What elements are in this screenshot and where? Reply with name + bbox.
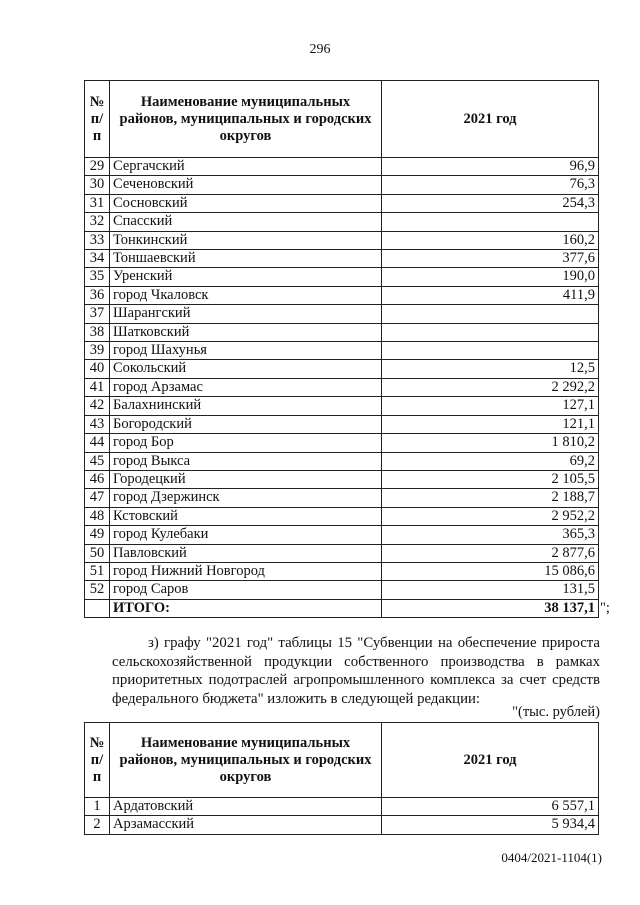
year-value: 1 810,2 [382,434,599,452]
table-row [85,816,599,834]
district-name: Шарангский [110,305,382,323]
row-number: 42 [85,397,110,415]
year-value: 127,1 [382,397,599,415]
table-row [85,798,599,816]
district-name: Спасский [110,213,382,231]
row-number: 34 [85,250,110,268]
row-number: 46 [85,470,110,488]
district-name: Арзамасский [110,816,382,834]
row-number: 32 [85,213,110,231]
district-name: Уренский [110,268,382,286]
row-number: 38 [85,323,110,341]
table-row [85,250,599,268]
row-number: 33 [85,231,110,249]
table-body [85,798,599,835]
row-number: 47 [85,489,110,507]
closing-quote: "; [600,600,610,616]
district-name: Тоншаевский [110,250,382,268]
row-number: 43 [85,415,110,433]
year-value [382,213,599,231]
year-value: 2 292,2 [382,378,599,396]
district-name: город Чкаловск [110,286,382,304]
district-name: Сокольский [110,360,382,378]
table-row [85,158,599,176]
subsidy-table-continued [84,80,599,618]
header-year: 2021 год [382,723,599,798]
amendment-text: з) графу "2021 год" таблицы 15 "Субвенции на обеспечение прироста сельскохозяйственной продукции собственного производства в рамках приоритетных подотраслей агропромышленного комплекса за счет средств федерального бюджета" изложить в следующей редакции: [112,635,600,707]
district-name: Сосновский [110,194,382,212]
table-row [85,213,599,231]
table-row [85,378,599,396]
district-name: Шатковский [110,323,382,341]
header-name: Наименование муниципальных районов, муниципальных и городских округов [110,723,382,798]
year-value: 5 934,4 [382,816,599,834]
district-name: город Выкса [110,452,382,470]
year-value: 12,5 [382,360,599,378]
year-value: 2 877,6 [382,544,599,562]
district-name: город Саров [110,581,382,599]
district-name: Ардатовский [110,798,382,816]
table-body [85,158,599,618]
year-value: 2 105,5 [382,470,599,488]
year-value [382,342,599,360]
header-year: 2021 год [382,81,599,158]
header-num: № п/п [85,81,110,158]
header-num: № п/п [85,723,110,798]
district-name: город Бор [110,434,382,452]
row-number: 37 [85,305,110,323]
table-row [85,360,599,378]
total-label: ИТОГО: [110,599,382,617]
district-name: Богородский [110,415,382,433]
district-name: город Нижний Новгород [110,562,382,580]
district-name: Сеченовский [110,176,382,194]
table-row [85,452,599,470]
total-value: 38 137,1 [382,599,599,617]
district-name: Павловский [110,544,382,562]
year-value: 121,1 [382,415,599,433]
table-row [85,194,599,212]
year-value: 160,2 [382,231,599,249]
table-row [85,544,599,562]
page-number: 296 [309,42,331,57]
district-name: Кстовский [110,507,382,525]
table-header-row [85,81,599,158]
year-value: 76,3 [382,176,599,194]
table-row [85,562,599,580]
year-value: 365,3 [382,526,599,544]
district-name: город Кулебаки [110,526,382,544]
row-number: 29 [85,158,110,176]
row-number: 41 [85,378,110,396]
table-row [85,470,599,488]
table-row [85,231,599,249]
year-value [382,323,599,341]
subsidy-table-15 [84,722,599,835]
year-value: 254,3 [382,194,599,212]
year-value: 96,9 [382,158,599,176]
table-row [85,415,599,433]
table-row [85,342,599,360]
row-number: 30 [85,176,110,194]
year-value: 15 086,6 [382,562,599,580]
district-name: город Шахунья [110,342,382,360]
row-number: 50 [85,544,110,562]
table-row [85,323,599,341]
document-code: 0404/2021-1104(1) [501,850,602,865]
row-number: 49 [85,526,110,544]
row-number: 36 [85,286,110,304]
district-name: Сергачский [110,158,382,176]
row-number: 39 [85,342,110,360]
row-number: 2 [85,816,110,834]
total-num-cell [85,599,110,617]
year-value: 6 557,1 [382,798,599,816]
row-number: 51 [85,562,110,580]
district-name: город Арзамас [110,378,382,396]
table-row [85,489,599,507]
header-name: Наименование муниципальных районов, муниципальных и городских округов [110,81,382,158]
unit-note: "(тыс. рублей) [512,704,600,720]
row-number: 40 [85,360,110,378]
row-number: 1 [85,798,110,816]
year-value: 411,9 [382,286,599,304]
district-name: город Дзержинск [110,489,382,507]
total-row [85,599,599,617]
district-name: Балахнинский [110,397,382,415]
row-number: 48 [85,507,110,525]
district-name: Тонкинский [110,231,382,249]
table-row [85,526,599,544]
amendment-paragraph [112,634,600,708]
table-row [85,305,599,323]
district-name: Городецкий [110,470,382,488]
year-value: 69,2 [382,452,599,470]
table-row [85,581,599,599]
table-row [85,176,599,194]
row-number: 52 [85,581,110,599]
row-number: 35 [85,268,110,286]
table-row [85,507,599,525]
row-number: 31 [85,194,110,212]
table-row [85,397,599,415]
row-number: 45 [85,452,110,470]
table-header-row [85,723,599,798]
table-row [85,434,599,452]
year-value: 2 952,2 [382,507,599,525]
table-row [85,286,599,304]
row-number: 44 [85,434,110,452]
table-row [85,268,599,286]
year-value: 2 188,7 [382,489,599,507]
year-value: 131,5 [382,581,599,599]
year-value: 190,0 [382,268,599,286]
year-value: 377,6 [382,250,599,268]
year-value [382,305,599,323]
